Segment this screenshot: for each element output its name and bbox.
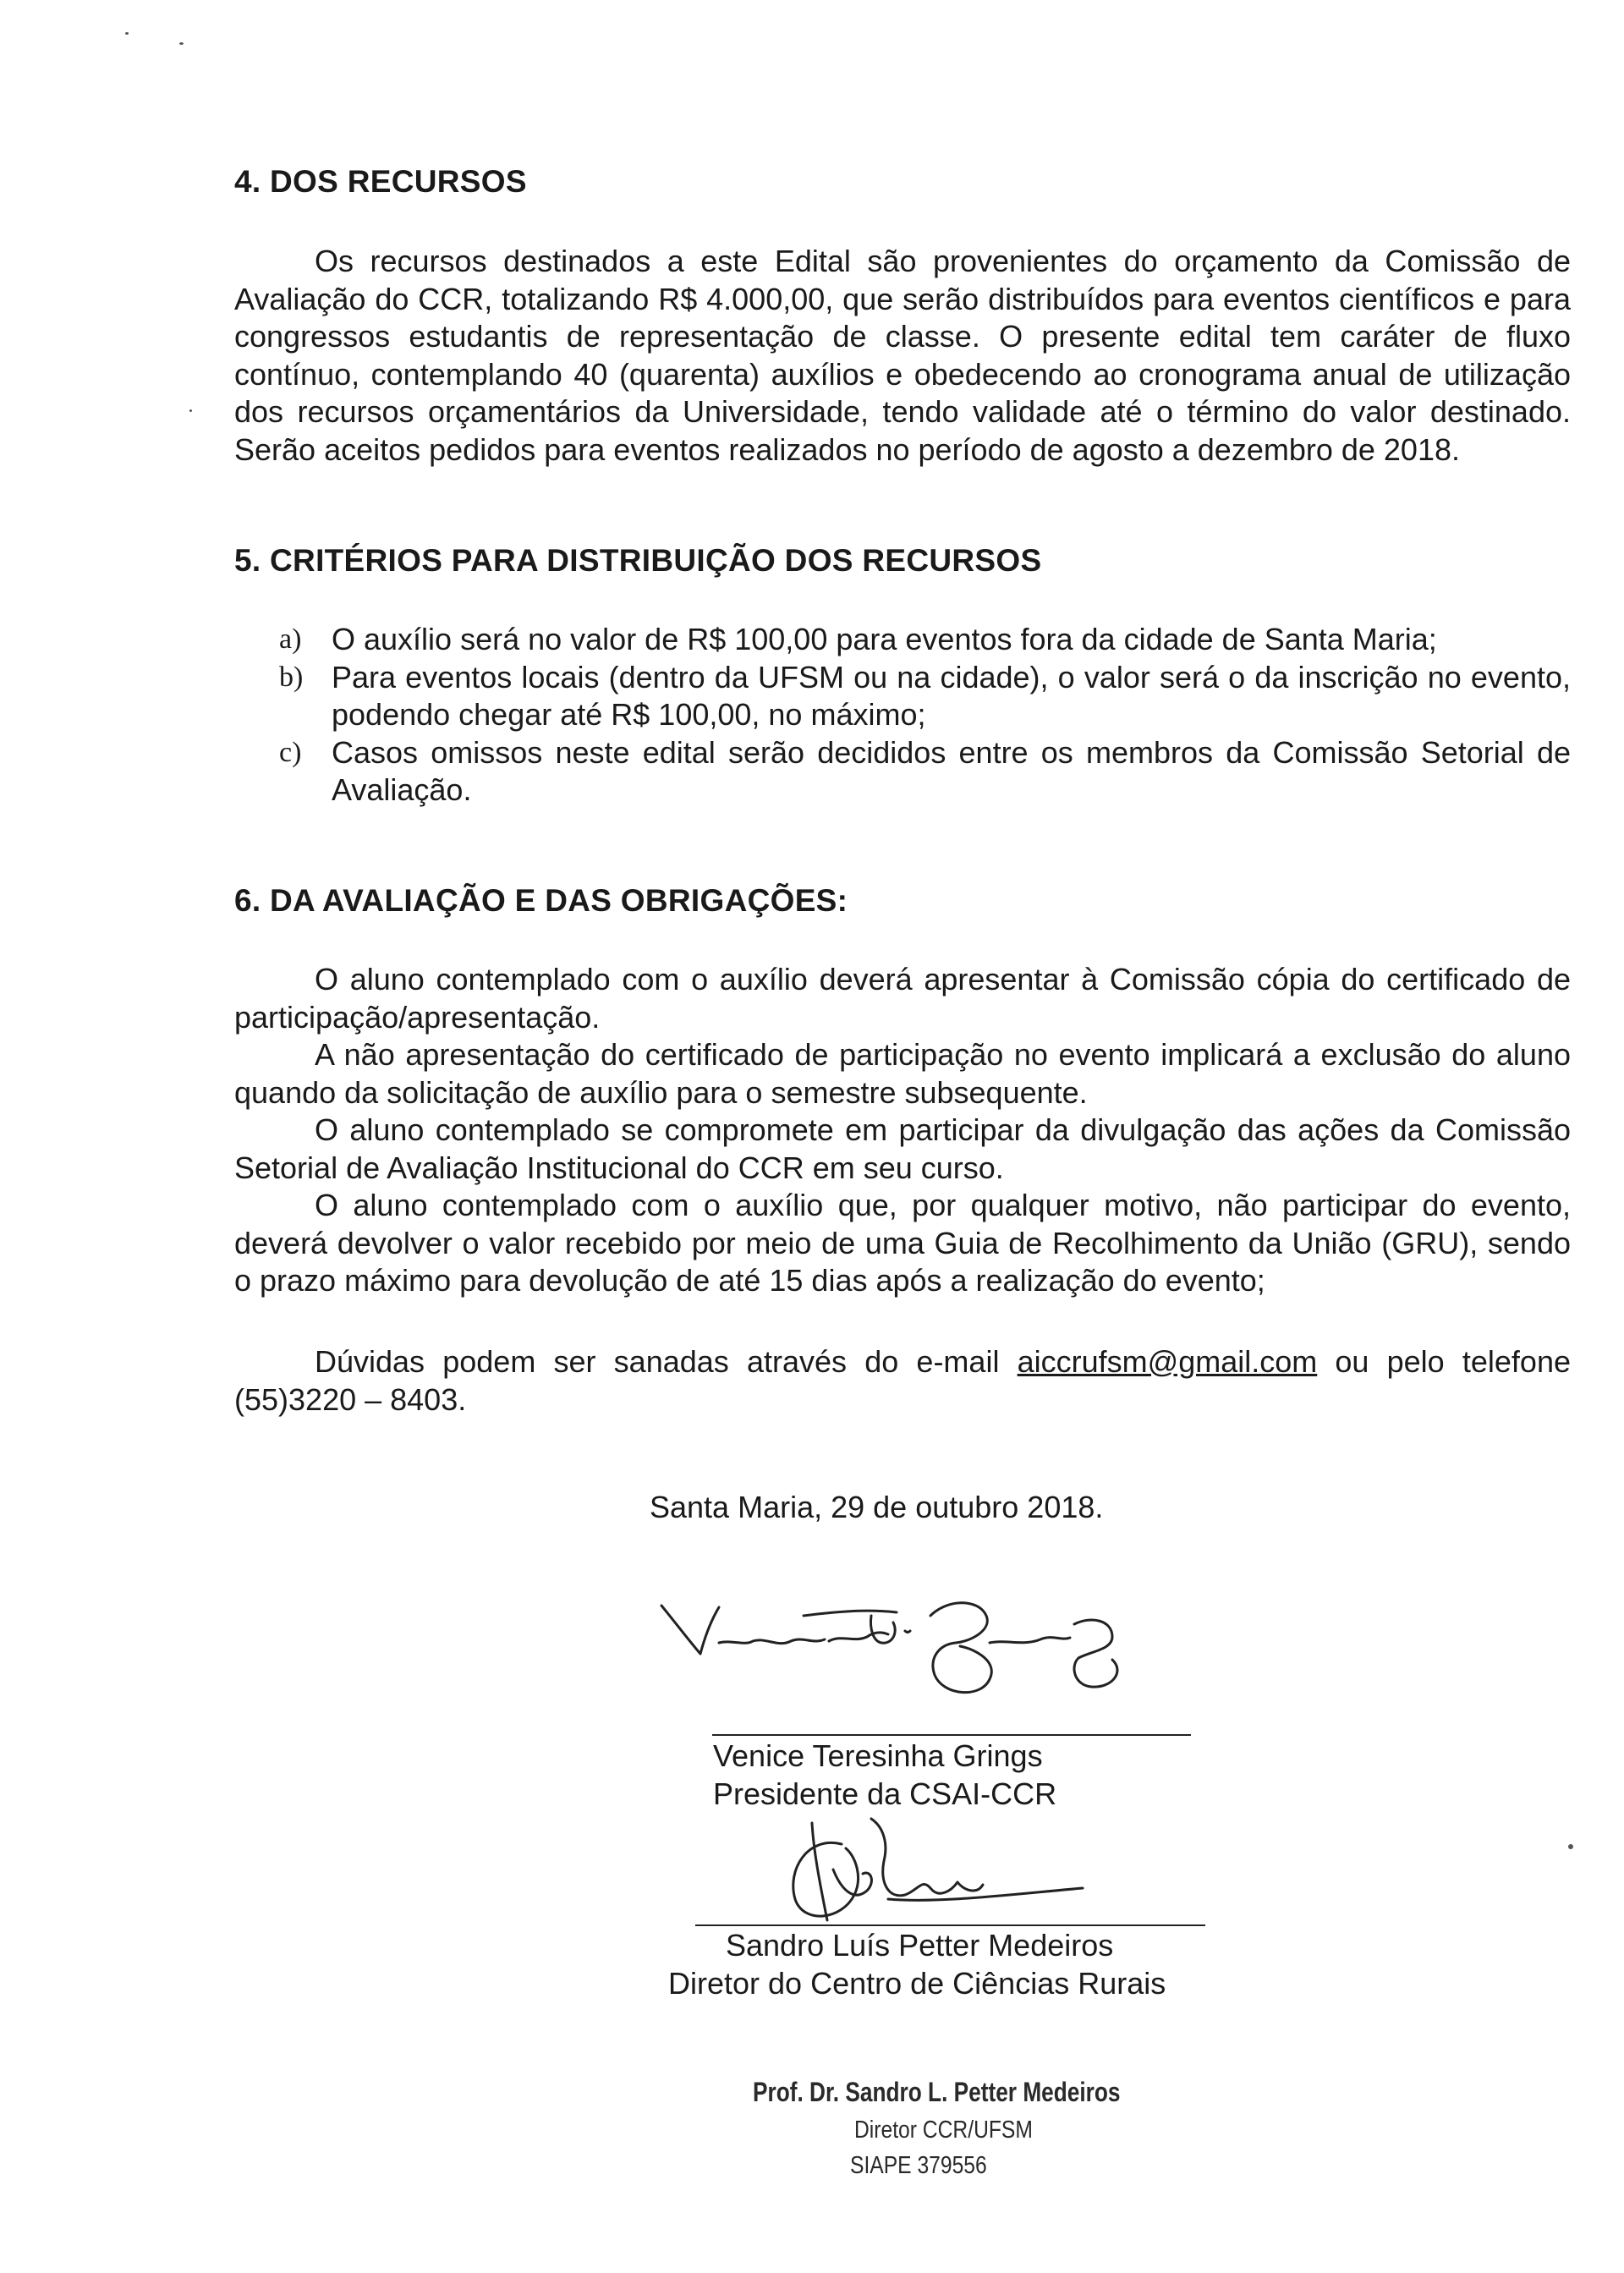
- section-6-paragraph: O aluno contemplado com o auxílio que, por qualquer motivo, não participar do evento, deverá devolver o valor recebido por meio de uma Guia de Recolhimento da União (GRU), sendo o prazo máximo para devolução de até 15 dias após a realização do evento;: [234, 1188, 1571, 1298]
- signature-line: [695, 1924, 1205, 1926]
- contact-block: [234, 1343, 1571, 1419]
- signature-venice: [651, 1590, 1142, 1717]
- list-item: [279, 659, 1571, 734]
- date-line: Santa Maria, 29 de outubro 2018.: [650, 1490, 1104, 1524]
- contact-email-link[interactable]: aiccrufsm@gmail.com: [1017, 1344, 1318, 1379]
- signature-sandro: [761, 1810, 1116, 1929]
- section-6-title: 6. DA AVALIAÇÃO E DAS OBRIGAÇÕES:: [234, 883, 848, 918]
- signature-line: [712, 1734, 1191, 1736]
- section-5-title: 5. CRITÉRIOS PARA DISTRIBUIÇÃO DOS RECURSOS: [234, 543, 1042, 578]
- list-item: [279, 621, 1571, 659]
- section-4-title: 4. DOS RECURSOS: [234, 164, 527, 199]
- section-6-paragraph: O aluno contemplado se compromete em participar da divulgação das ações da Comissão Setorial de Avaliação Institucional do CCR em seu curso.: [234, 1112, 1571, 1185]
- stamp-line-2: Diretor CCR/UFSM: [854, 2117, 1033, 2144]
- stamp-line-1: Prof. Dr. Sandro L. Petter Medeiros: [753, 2077, 1121, 2107]
- section-4-paragraph: Os recursos destinados a este Edital são provenientes do orçamento da Comissão de Avaliação do CCR, totalizando R$ 4.000,00, que serão distribuídos para eventos científicos e para congressos estudantis de representação de classe. O presente edital tem caráter de fluxo contínuo, contemplando 40 (quarenta) auxílios e obedecendo ao cronograma anual de utilização dos recursos orçamentários da Universidade, tendo validade até o término do valor destinado. Serão aceitos pedidos para eventos realizados no período de agosto a dezembro de 2018.: [234, 244, 1571, 467]
- signatory-1-name: Venice Teresinha Grings: [713, 1738, 1043, 1773]
- list-item-text: Para eventos locais (dentro da UFSM ou na cidade), o valor será o da inscrição no evento, podendo chegar até R$ 100,00, no máximo;: [332, 659, 1571, 732]
- list-marker: c): [279, 736, 302, 768]
- section-4-body: [234, 243, 1571, 469]
- scan-speck: [179, 42, 184, 45]
- criteria-list: [279, 621, 1571, 810]
- stamp-line-3: SIAPE 379556: [850, 2152, 987, 2179]
- scan-speck: [125, 32, 129, 35]
- section-6-paragraph: A não apresentação do certificado de participação no evento implicará a exclusão do aluno quando da solicitação de auxílio para o semestre subsequente.: [234, 1037, 1571, 1110]
- list-item-text: O auxílio será no valor de R$ 100,00 para eventos fora da cidade de Santa Maria;: [332, 622, 1437, 656]
- section-6-body: [234, 961, 1571, 1300]
- signatory-2-name: Sandro Luís Petter Medeiros: [726, 1928, 1114, 1963]
- signatory-1-role: Presidente da CSAI-CCR: [713, 1776, 1057, 1811]
- list-item-text: Casos omissos neste edital serão decididos entre os membros da Comissão Setorial de Avaliação.: [332, 734, 1571, 807]
- signatory-2-role: Diretor do Centro de Ciências Rurais: [668, 1966, 1166, 2001]
- contact-prefix: Dúvidas podem ser sanadas através do e-mail: [315, 1344, 1018, 1379]
- contact-suffix: ou pelo telefone (55)3220 – 8403.: [234, 1344, 1571, 1417]
- list-marker: b): [279, 661, 304, 693]
- scan-speck: [1568, 1844, 1573, 1849]
- scan-speck: [189, 409, 192, 412]
- list-marker: a): [279, 623, 302, 655]
- section-6-paragraph: O aluno contemplado com o auxílio deverá apresentar à Comissão cópia do certificado de participação/apresentação.: [234, 962, 1571, 1035]
- list-item: [279, 734, 1571, 810]
- contact-paragraph: [234, 1343, 1571, 1419]
